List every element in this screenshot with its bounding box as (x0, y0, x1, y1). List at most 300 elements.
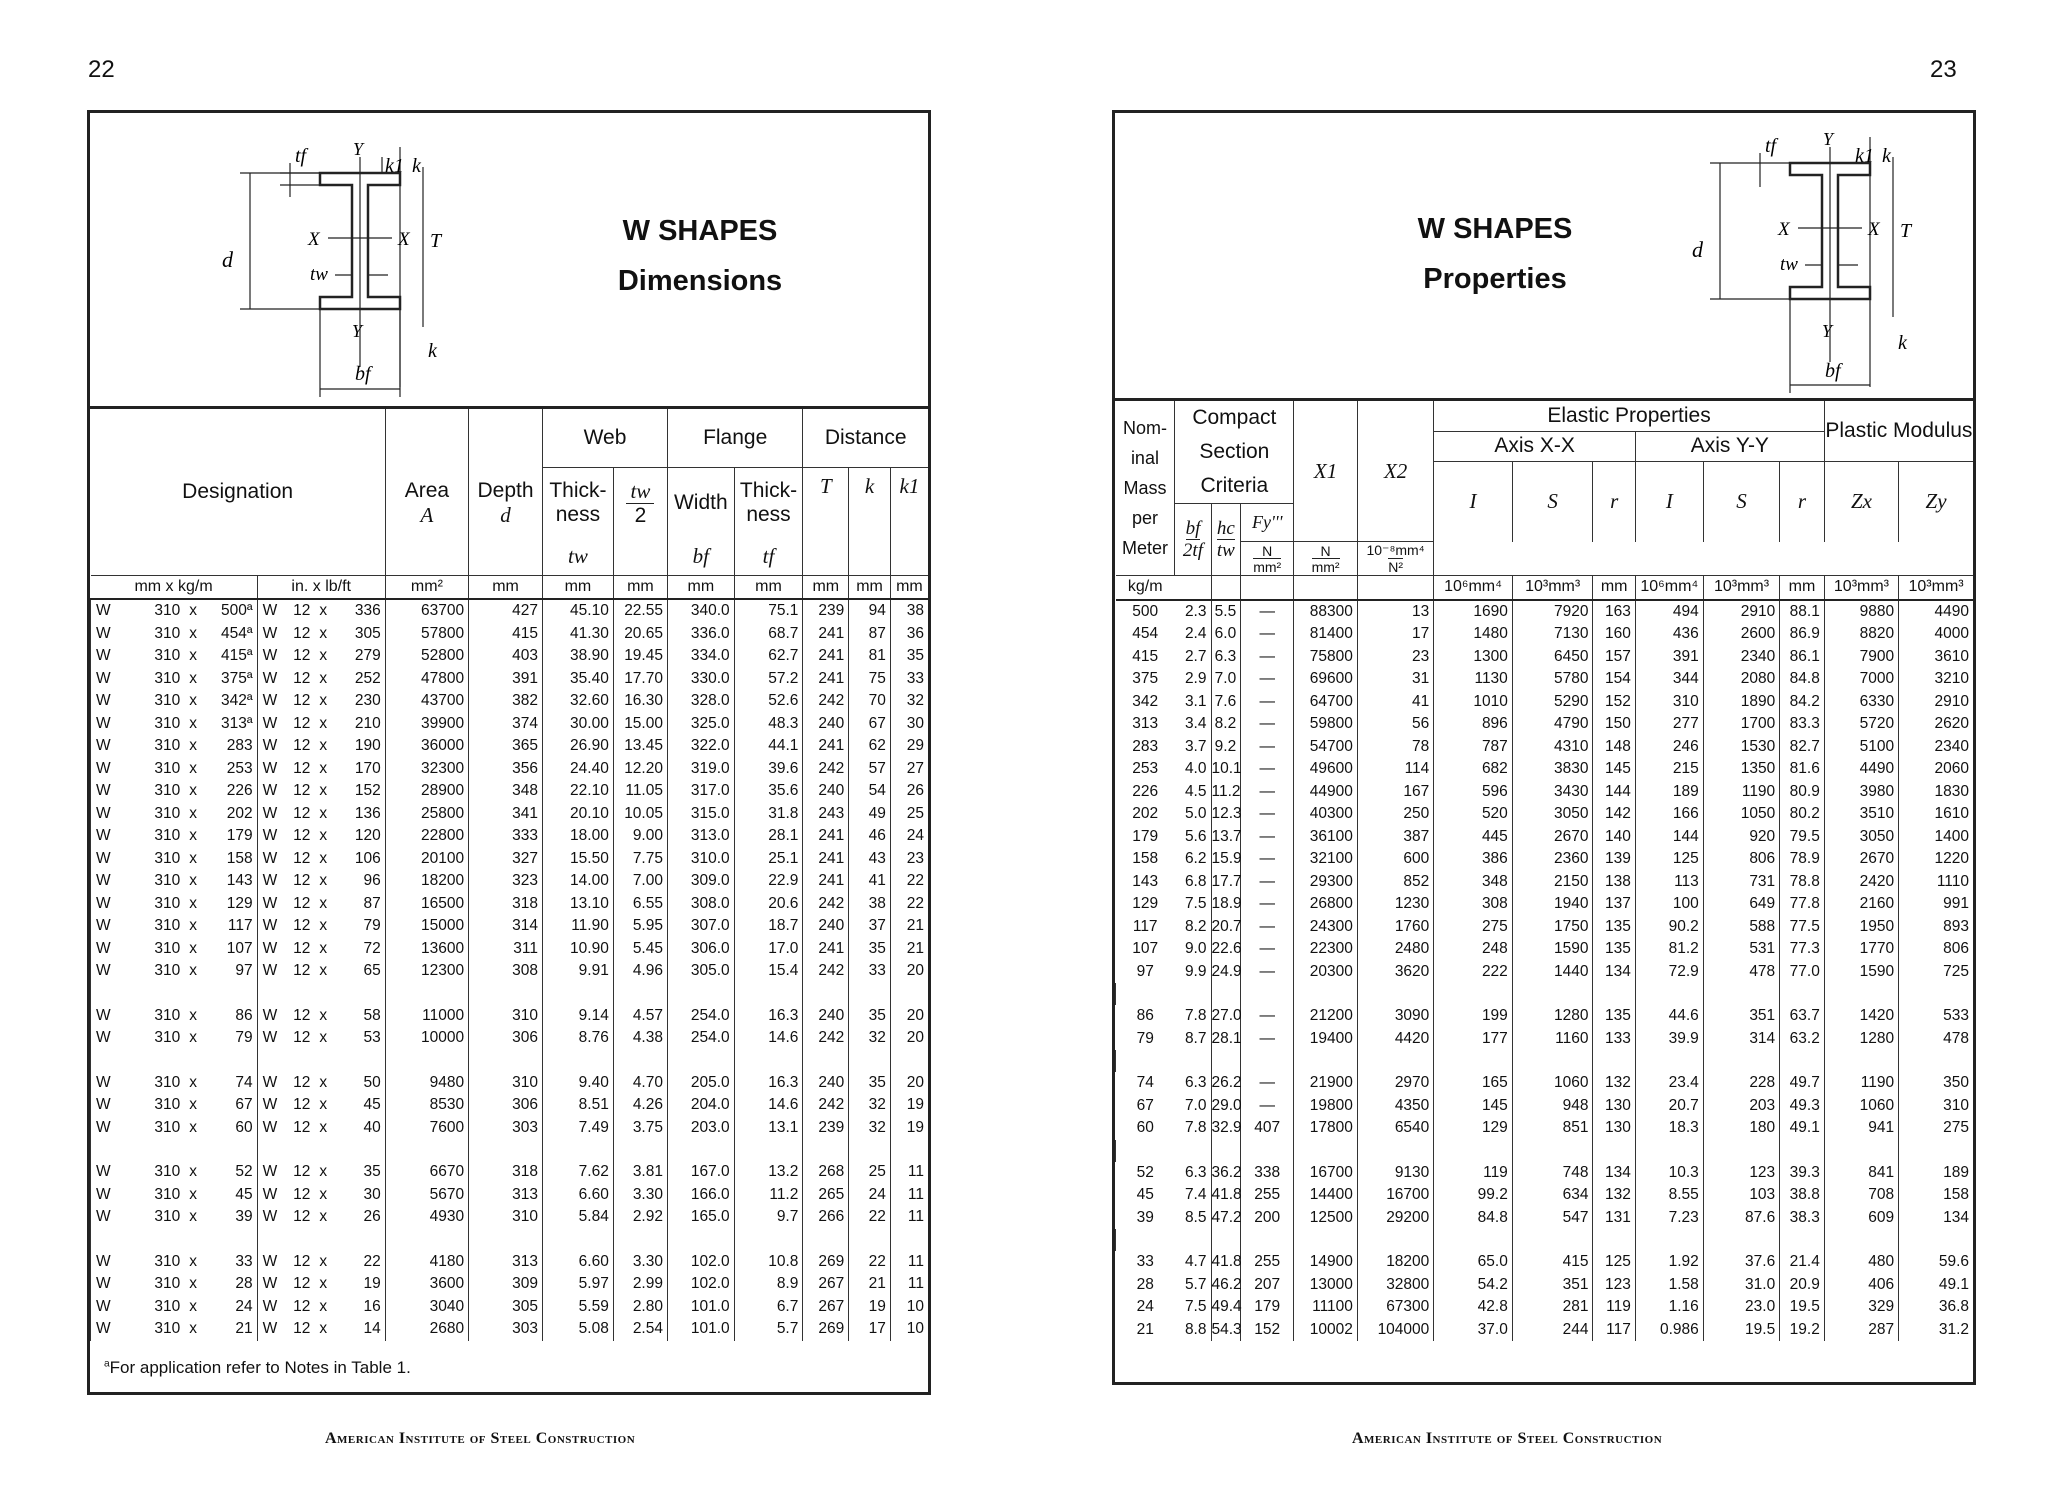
unit-tw2: mm (613, 575, 667, 599)
x1-unit-num: N (1320, 542, 1331, 559)
designation-in: 12 (293, 1006, 311, 1024)
designation-w: W (91, 1184, 133, 1207)
mass-cell: 342 (1132, 692, 1159, 710)
depth-cell: 305 (469, 1296, 543, 1319)
designation-w-imperial: W (257, 713, 278, 736)
zy-cell: 36.8 (1899, 1296, 1973, 1319)
tw2-cell: 3.81 (613, 1161, 667, 1184)
designation-in: 12 (293, 1208, 311, 1225)
k-cell: 46 (849, 825, 891, 848)
k1-cell: 11 (890, 1184, 928, 1207)
k1-cell: 29 (890, 735, 928, 758)
zy-cell: 2340 (1899, 736, 1973, 759)
bf2tf-cell: 4.7 (1184, 1253, 1207, 1270)
designation-kg: 253 (226, 759, 253, 777)
mass-cell: 129 (1132, 895, 1159, 912)
designation-in: 12 (293, 849, 311, 867)
designation-mm: 310 (154, 602, 181, 619)
hctw-cell: 11.2 (1211, 781, 1241, 804)
diagram-r-label-y-top: Y (1823, 129, 1834, 149)
fy-cell: — (1241, 848, 1294, 871)
fy-cell: 179 (1241, 1296, 1294, 1319)
depth-cell: 306 (469, 1027, 543, 1050)
footnote-mark: a (104, 1358, 110, 1370)
tf-cell: 57.2 (734, 668, 803, 691)
zy-cell: 3610 (1899, 646, 1973, 669)
zy-cell: 49.1 (1899, 1274, 1973, 1297)
designation-x: x (189, 849, 197, 867)
tw2-cell: 13.45 (613, 735, 667, 758)
zx-cell: 2420 (1824, 871, 1898, 894)
unit-x2 (1357, 576, 1433, 600)
mass-cell: 226 (1132, 782, 1159, 800)
bf-cell: 101.0 (667, 1296, 734, 1319)
designation-w: W (91, 825, 133, 848)
tw2-cell: 3.30 (613, 1251, 667, 1274)
x2-cell: 250 (1357, 803, 1433, 826)
iy-cell: 436 (1635, 623, 1703, 646)
designation-mm: 310 (154, 782, 181, 799)
designation-lb: 45 (363, 1096, 381, 1113)
designation-x-imperial: x (319, 624, 328, 642)
ix-cell: 119 (1434, 1162, 1513, 1185)
sx-cell: 851 (1512, 1117, 1593, 1140)
tf-cell: 15.4 (734, 960, 803, 983)
designation-kg: 21 (235, 1320, 253, 1337)
table-row (1116, 600, 1974, 624)
k-cell: 81 (849, 645, 891, 668)
x1-unit-den: mm² (1311, 558, 1340, 575)
tw2-cell: 4.38 (613, 1027, 667, 1050)
depth-cell: 348 (469, 780, 543, 803)
designation-x-imperial: x (319, 737, 328, 754)
x2-cell: 6540 (1357, 1117, 1433, 1140)
k-cell: 21 (849, 1273, 891, 1296)
x2-cell: 32800 (1357, 1274, 1433, 1297)
bf-cell: 102.0 (667, 1273, 734, 1296)
k1-cell: 11 (890, 1161, 928, 1184)
T-cell: 241 (803, 668, 849, 691)
iy-cell: 23.4 (1635, 1072, 1703, 1095)
tw2-cell: 4.57 (613, 1005, 667, 1028)
designation-mm: 310 (154, 894, 181, 912)
fy-cell: 338 (1241, 1162, 1294, 1185)
table-row (91, 713, 929, 736)
ix-cell: 1480 (1434, 623, 1513, 646)
designation-lb: 26 (363, 1208, 381, 1225)
designation-w: W (91, 1094, 133, 1117)
designation-x: x (189, 602, 197, 619)
bf-cell: 306.0 (667, 938, 734, 961)
k-cell: 19 (849, 1296, 891, 1319)
diagram-label-tf: tf (295, 145, 307, 167)
table-row (91, 1318, 929, 1341)
zy-cell: 2910 (1899, 691, 1973, 714)
designation-x-imperial: x (319, 647, 328, 664)
designation-w-imperial: W (257, 1273, 278, 1296)
T-header: T (803, 467, 849, 575)
rx-cell: 131 (1593, 1207, 1635, 1230)
tw-cell: 9.14 (543, 1005, 614, 1028)
designation-in: 12 (293, 1252, 311, 1270)
x2-header: X2 (1357, 401, 1433, 542)
designation-w: W (91, 780, 133, 803)
tw2-cell: 19.45 (613, 645, 667, 668)
ix-cell: 596 (1434, 781, 1513, 804)
hctw-cell: 49.4 (1211, 1296, 1241, 1319)
tf-cell: 25.1 (734, 848, 803, 871)
iy-cell: 44.6 (1635, 1005, 1703, 1028)
bf-2tf-header (1175, 504, 1211, 576)
ry-cell: 21.4 (1780, 1251, 1825, 1274)
sx-cell: 2670 (1512, 826, 1593, 849)
T-cell: 267 (803, 1296, 849, 1319)
mass-cell: 97 (1136, 962, 1154, 980)
sy-header: S (1703, 461, 1779, 542)
sy-cell: 1350 (1703, 758, 1779, 781)
mass-cell: 158 (1132, 850, 1159, 867)
bf-cell: 336.0 (667, 623, 734, 646)
tf-cell: 14.6 (734, 1094, 803, 1117)
x1-cell: 26800 (1294, 893, 1358, 916)
designation-lb: 72 (363, 939, 381, 957)
tw2-cell: 17.70 (613, 668, 667, 691)
hc-tw-header (1211, 504, 1241, 576)
iy-cell: 10.3 (1635, 1162, 1703, 1185)
zy-cell: 1400 (1899, 826, 1973, 849)
iy-cell: 277 (1635, 713, 1703, 736)
tw-cell: 5.84 (543, 1206, 614, 1229)
unit-k1: mm (890, 575, 928, 599)
rx-cell: 144 (1593, 781, 1635, 804)
designation-w-imperial: W (257, 599, 278, 623)
k1-cell: 11 (890, 1251, 928, 1274)
designation-mm: 310 (154, 1006, 181, 1024)
k-cell: 94 (849, 599, 891, 623)
designation-in: 12 (293, 939, 311, 957)
T-cell: 241 (803, 825, 849, 848)
zx-cell: 1420 (1824, 1005, 1898, 1028)
ix-cell: 308 (1434, 893, 1513, 916)
zy-cell: 59.6 (1899, 1251, 1973, 1274)
tw2-cell: 3.75 (613, 1117, 667, 1140)
sy-cell: 806 (1703, 848, 1779, 871)
diagram-label-tw: tw (310, 264, 328, 285)
T-cell: 239 (803, 1117, 849, 1140)
tw-cell: 26.90 (543, 735, 614, 758)
depth-cell: 310 (469, 1005, 543, 1028)
designation-x-imperial: x (319, 1252, 328, 1270)
designation-w-imperial: W (257, 735, 278, 758)
tw2-cell: 9.00 (613, 825, 667, 848)
hctw-cell: 46.2 (1211, 1274, 1241, 1297)
tf-cell: 52.6 (734, 690, 803, 713)
rx-cell: 160 (1593, 623, 1635, 646)
mass-cell: 79 (1136, 1029, 1154, 1047)
designation-x-imperial: x (319, 1096, 328, 1113)
designation-w: W (91, 1027, 133, 1050)
designation-x-imperial: x (319, 1275, 328, 1292)
designation-x: x (189, 1118, 197, 1136)
sx-cell: 5290 (1512, 691, 1593, 714)
page-number-right: 23 (1930, 56, 1957, 83)
table-row (1116, 893, 1974, 916)
sx-cell: 3830 (1512, 758, 1593, 781)
designation-kg: 342ª (221, 692, 253, 709)
k-cell: 32 (849, 1094, 891, 1117)
mass-cell: 52 (1136, 1163, 1154, 1181)
zy-cell: 478 (1899, 1028, 1973, 1051)
x1-cell: 40300 (1294, 803, 1358, 826)
fy-cell: 255 (1241, 1184, 1294, 1207)
T-cell: 269 (803, 1318, 849, 1341)
properties-table (1115, 401, 1973, 1341)
fy-cell: 152 (1241, 1319, 1294, 1342)
ry-cell: 84.8 (1780, 668, 1825, 691)
ix-cell: 275 (1434, 916, 1513, 939)
diagram-r-label-k-bottom: k (1898, 332, 1907, 354)
hctw-cell: 41.8 (1211, 1251, 1241, 1274)
designation-mm: 310 (154, 1185, 181, 1203)
k1-cell: 22 (890, 893, 928, 916)
k1-cell: 27 (890, 758, 928, 781)
x1-cell: 13000 (1294, 1274, 1358, 1297)
table-row (1116, 781, 1974, 804)
designation-lb: 16 (363, 1297, 381, 1315)
zx-cell: 287 (1824, 1319, 1898, 1342)
sx-cell: 1940 (1512, 893, 1593, 916)
x2-unit-num: 10⁻⁸mm⁴ (1366, 542, 1425, 558)
zx-cell: 329 (1824, 1296, 1898, 1319)
designation-kg: 454ª (221, 624, 253, 642)
T-cell: 242 (803, 893, 849, 916)
mass-cell: 313 (1132, 715, 1159, 732)
zx-cell: 3980 (1824, 781, 1898, 804)
fy-unit-num: N (1262, 542, 1273, 559)
designation-w: W (91, 960, 133, 983)
tf-cell: 68.7 (734, 623, 803, 646)
depth-cell: 356 (469, 758, 543, 781)
x2-cell: 9130 (1357, 1162, 1433, 1185)
hctw-cell: 20.7 (1211, 916, 1241, 939)
T-cell: 269 (803, 1251, 849, 1274)
area-cell: 15000 (385, 915, 468, 938)
designation-w: W (91, 938, 133, 961)
tw2-num: tw (626, 479, 654, 504)
diagram-label-x-left: X (308, 229, 320, 250)
ix-cell: 248 (1434, 938, 1513, 961)
tf-cell: 44.1 (734, 735, 803, 758)
area-cell: 25800 (385, 803, 468, 826)
designation-w: W (91, 870, 133, 893)
designation-w-imperial: W (257, 1005, 278, 1028)
designation-w: W (91, 848, 133, 871)
designation-lb: 152 (354, 782, 381, 799)
tf-cell: 18.7 (734, 915, 803, 938)
bf2tf-cell: 6.8 (1184, 872, 1207, 890)
mass-cell: 375 (1132, 670, 1159, 687)
dimensions-table (90, 409, 928, 1341)
designation-x-imperial: x (319, 962, 328, 979)
designation-lb: 252 (354, 669, 381, 687)
k1-cell: 21 (890, 915, 928, 938)
k-cell: 37 (849, 915, 891, 938)
tw-cell: 9.40 (543, 1072, 614, 1095)
designation-x-imperial: x (319, 1297, 328, 1315)
tw2-cell: 2.80 (613, 1296, 667, 1319)
table-row (1116, 1251, 1974, 1274)
diagram-r-label-x-left: X (1778, 219, 1790, 240)
iy-cell: 1.58 (1635, 1274, 1703, 1297)
sy-cell: 37.6 (1703, 1251, 1779, 1274)
zy-cell: 4000 (1899, 623, 1973, 646)
tw2-cell: 12.20 (613, 758, 667, 781)
unit-tf: mm (734, 575, 803, 599)
table-row (1116, 623, 1974, 646)
tw2-cell: 4.96 (613, 960, 667, 983)
designation-w: W (91, 1072, 133, 1095)
fy-cell: — (1241, 736, 1294, 759)
designation-kg: 179 (226, 827, 253, 844)
zx-cell: 1280 (1824, 1028, 1898, 1051)
designation-w: W (91, 1206, 133, 1229)
designation-kg: 79 (235, 1029, 253, 1046)
bf2tf-cell: 2.4 (1184, 625, 1207, 642)
rx-cell: 132 (1593, 1184, 1635, 1207)
web-thickness-header: Thick- ness (543, 467, 614, 539)
table-row (91, 848, 929, 871)
designation-x: x (189, 804, 197, 822)
tw-cell: 6.60 (543, 1251, 614, 1274)
unit-depth: mm (469, 575, 543, 599)
unit-mm-kgm: mm x kg/m (91, 575, 258, 599)
designation-mm: 310 (154, 849, 181, 867)
hctw-cell: 8.2 (1211, 713, 1241, 736)
zy-cell: 991 (1899, 893, 1973, 916)
table-row (91, 915, 929, 938)
hctw-cell: 27.0 (1211, 1005, 1241, 1028)
rx-cell: 135 (1593, 1005, 1635, 1028)
sx-cell: 2360 (1512, 848, 1593, 871)
sy-cell: 103 (1703, 1184, 1779, 1207)
bf2tf-cell: 2.7 (1184, 647, 1207, 665)
bf-cell: 315.0 (667, 803, 734, 826)
tf-cell: 17.0 (734, 938, 803, 961)
designation-x: x (189, 1297, 197, 1315)
sx-cell: 6450 (1512, 646, 1593, 669)
x1-cell: 20300 (1294, 961, 1358, 984)
depth-cell: 313 (469, 1251, 543, 1274)
T-cell: 266 (803, 1206, 849, 1229)
diagram-label-y-bottom: Y (352, 321, 363, 341)
k1-cell: 24 (890, 825, 928, 848)
ix-cell: 42.8 (1434, 1296, 1513, 1319)
dimensions-frame (87, 110, 931, 1395)
bf-cell: 101.0 (667, 1318, 734, 1341)
table-row (1116, 826, 1974, 849)
area-cell: 18200 (385, 870, 468, 893)
designation-x: x (189, 1163, 197, 1180)
designation-kg: 226 (226, 782, 253, 799)
x1-cell: 54700 (1294, 736, 1358, 759)
depth-cell: 311 (469, 938, 543, 961)
k1-cell: 20 (890, 1027, 928, 1050)
sy-cell: 1890 (1703, 691, 1779, 714)
x1-cell: 10002 (1294, 1319, 1358, 1342)
table-row (1116, 848, 1974, 871)
ry-cell: 39.3 (1780, 1162, 1825, 1185)
designation-x: x (189, 714, 197, 732)
designation-w-imperial: W (257, 1184, 278, 1207)
sx-cell: 1440 (1512, 961, 1593, 984)
designation-w-imperial: W (257, 825, 278, 848)
ry-cell: 77.5 (1780, 916, 1825, 939)
designation-mm: 310 (154, 827, 181, 844)
tf-cell: 9.7 (734, 1206, 803, 1229)
designation-mm: 310 (154, 692, 181, 709)
bf2tf-cell: 8.2 (1184, 917, 1207, 935)
zx-cell: 5100 (1824, 736, 1898, 759)
table-row (1116, 1117, 1974, 1140)
designation-w-imperial: W (257, 1206, 278, 1229)
group-spacer (1116, 983, 1974, 1005)
tw-cell: 13.10 (543, 893, 614, 916)
depth-cell: 323 (469, 870, 543, 893)
diagram-label-t: T (430, 230, 442, 252)
sx-cell: 7130 (1512, 623, 1593, 646)
fy-cell: 407 (1241, 1117, 1294, 1140)
fy-cell: — (1241, 646, 1294, 669)
designation-lb: 58 (363, 1006, 381, 1024)
depth-cell: 382 (469, 690, 543, 713)
bf2tf-cell: 3.1 (1184, 692, 1207, 710)
tw-cell: 9.91 (543, 960, 614, 983)
nominal-mass-line-3: Mass (1123, 478, 1167, 498)
designation-lb: 120 (354, 827, 381, 844)
area-cell: 6670 (385, 1161, 468, 1184)
k-cell: 87 (849, 623, 891, 646)
sy-cell: 203 (1703, 1095, 1779, 1118)
designation-lb: 305 (354, 624, 381, 642)
area-cell: 5670 (385, 1184, 468, 1207)
table-row (1116, 1095, 1974, 1118)
iy-cell: 39.9 (1635, 1028, 1703, 1051)
hctw-cell: 13.7 (1211, 826, 1241, 849)
zy-cell: 4490 (1899, 600, 1973, 624)
zx-cell: 841 (1824, 1162, 1898, 1185)
zx-cell: 7900 (1824, 646, 1898, 669)
depth-cell: 327 (469, 848, 543, 871)
depth-cell: 374 (469, 713, 543, 736)
mass-cell: 143 (1132, 872, 1159, 890)
hctw-cell: 12.3 (1211, 803, 1241, 826)
diagram-label-d: d (222, 247, 233, 272)
group-spacer (1116, 1050, 1974, 1072)
k1-cell: 32 (890, 690, 928, 713)
designation-w: W (91, 1117, 133, 1140)
T-cell: 265 (803, 1184, 849, 1207)
hctw-cell: 47.2 (1211, 1207, 1241, 1230)
table-row (91, 825, 929, 848)
ry-cell: 82.7 (1780, 736, 1825, 759)
zx-cell: 9880 (1824, 600, 1898, 624)
tw-cell: 5.97 (543, 1273, 614, 1296)
footer-right: American Institute of Steel Construction (1352, 1430, 1663, 1447)
rx-cell: 119 (1593, 1296, 1635, 1319)
group-spacer (91, 1050, 929, 1072)
x2-cell: 4350 (1357, 1095, 1433, 1118)
mass-cell: 60 (1136, 1119, 1154, 1136)
